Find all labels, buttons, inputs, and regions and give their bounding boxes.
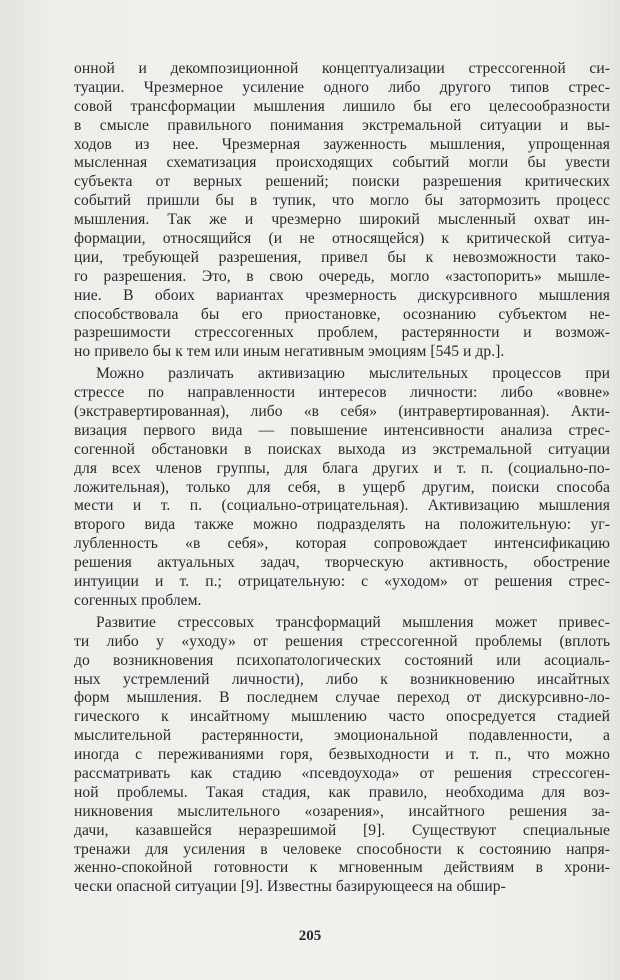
paragraph — [74, 614, 610, 897]
paragraph — [74, 365, 610, 611]
text-line: дачи, казавшейся неразрешимой [9]. Существуют специальные — [74, 821, 610, 839]
text-line: лубленность «в себя», которая сопровождает интенсификацию — [74, 535, 610, 553]
text-line: согенной обстановки в поисках выхода из экстремальной ситуации — [74, 440, 610, 458]
text-line: согенных проблем. — [74, 591, 202, 609]
text-line: второго вида также можно подразделять на положительную: уг- — [74, 516, 610, 534]
text-line: тренажи для усиления в человеке способности к состоянию напря- — [74, 840, 610, 858]
text-line: способствовала бы его приостановке, осознанию субъектом не- — [74, 305, 610, 323]
text-line: ходов из нее. Чрезмерная зауженность мышления, упрощенная — [74, 135, 610, 153]
text-line: ной проблемы. Такая стадия, как правило, необходима для воз- — [74, 783, 610, 801]
text-line: до возникновения психопатологических состояний или асоциаль- — [74, 651, 610, 669]
text-line: ние. В обоих вариантах чрезмерность дискурсивного мышления — [74, 286, 610, 304]
text-line: мыслительной растерянности, эмоциональной подавленности, а — [74, 727, 610, 745]
text-line: Развитие стрессовых трансформаций мышления может привес- — [96, 613, 610, 631]
text-line: иногда с переживаниями горя, безвыходности и т. п., что можно — [74, 746, 610, 764]
text-line: чески опасной ситуации [9]. Известны базирующееся на обшир- — [74, 878, 506, 896]
text-line: субъекта от верных решений; поиски разрешения критических — [74, 173, 610, 191]
text-line: формации, относящийся (и не относящейся) к критической ситуа- — [74, 230, 610, 248]
text-line: решения актуальных задач, творческую активность, обострение — [74, 554, 610, 572]
text-line: форм мышления. В последнем случае переход от дискурсивно-ло- — [74, 689, 610, 707]
text-line: ти либо у «уходу» от решения стрессогенной проблемы (вплоть — [74, 632, 610, 650]
text-line: для всех членов группы, для блага других и т. п. (социально-по- — [74, 459, 610, 477]
text-line: событий пришли бы в тупик, что могло бы затормозить процесс — [74, 192, 610, 210]
text-line: го разрешения. Это, в свою очередь, могло «застопорить» мышле- — [74, 267, 610, 285]
text-line: ции, требующей разрешения, привел бы к невозможности тако- — [74, 248, 610, 266]
text-line: интуиции и т. п.; отрицательную: с «уходом» от решения стрес- — [74, 573, 610, 591]
text-line: ных устремлений личности), либо к возникновению инсайтных — [74, 670, 610, 688]
text-line: визация первого вида — повышение интенсивности анализа стрес- — [74, 421, 610, 439]
text-line: туации. Чрезмерное усиление одного либо другого типов стрес- — [74, 78, 610, 96]
text-line: гического к инсайтному мышлению часто опосредуется стадией — [74, 708, 610, 726]
text-line: мысленная схематизация происходящих событий могли бы увести — [74, 154, 610, 172]
text-line: стрессе по направленности интересов личности: либо «вовне» — [74, 384, 610, 402]
text-line: совой трансформации мышления лишило бы его целесообразности — [74, 97, 610, 115]
text-line: разрешимости стрессогенных проблем, растерянности и возмож- — [74, 324, 610, 342]
text-line: онной и декомпозиционной концептуализации стрессогенной си- — [74, 60, 610, 77]
text-line: мести и т. п. (социально-отрицательная). Активизацию мышления — [74, 497, 610, 515]
text-line: мышления. Так же и чрезмерно широкий мысленный охват ин- — [74, 211, 610, 229]
text-line: ложительная), только для себя, в ущерб другим, поиски способа — [74, 478, 610, 496]
page-number: 205 — [298, 928, 322, 944]
text-line: Можно различать активизацию мыслительных процессов при — [96, 365, 610, 383]
text-line: никновения мыслительного «озарения», инсайтного решения за- — [74, 802, 610, 820]
text-line: но привело бы к тем или иным негативным эмоциям [545 и др.]. — [74, 343, 505, 361]
text-line: женно-спокойной готовности к мгновенным действиям в хрони- — [74, 859, 610, 877]
text-line: (экстравертированная), либо «в себя» (интравертированная). Акти- — [74, 403, 610, 421]
text-line: в смысле правильного понимания экстремальной ситуации и вы- — [74, 116, 610, 134]
body-text — [74, 60, 610, 897]
text-line: рассматривать как стадию «псевдоухода» от решения стрессоген- — [74, 764, 610, 782]
paragraph — [74, 60, 610, 362]
